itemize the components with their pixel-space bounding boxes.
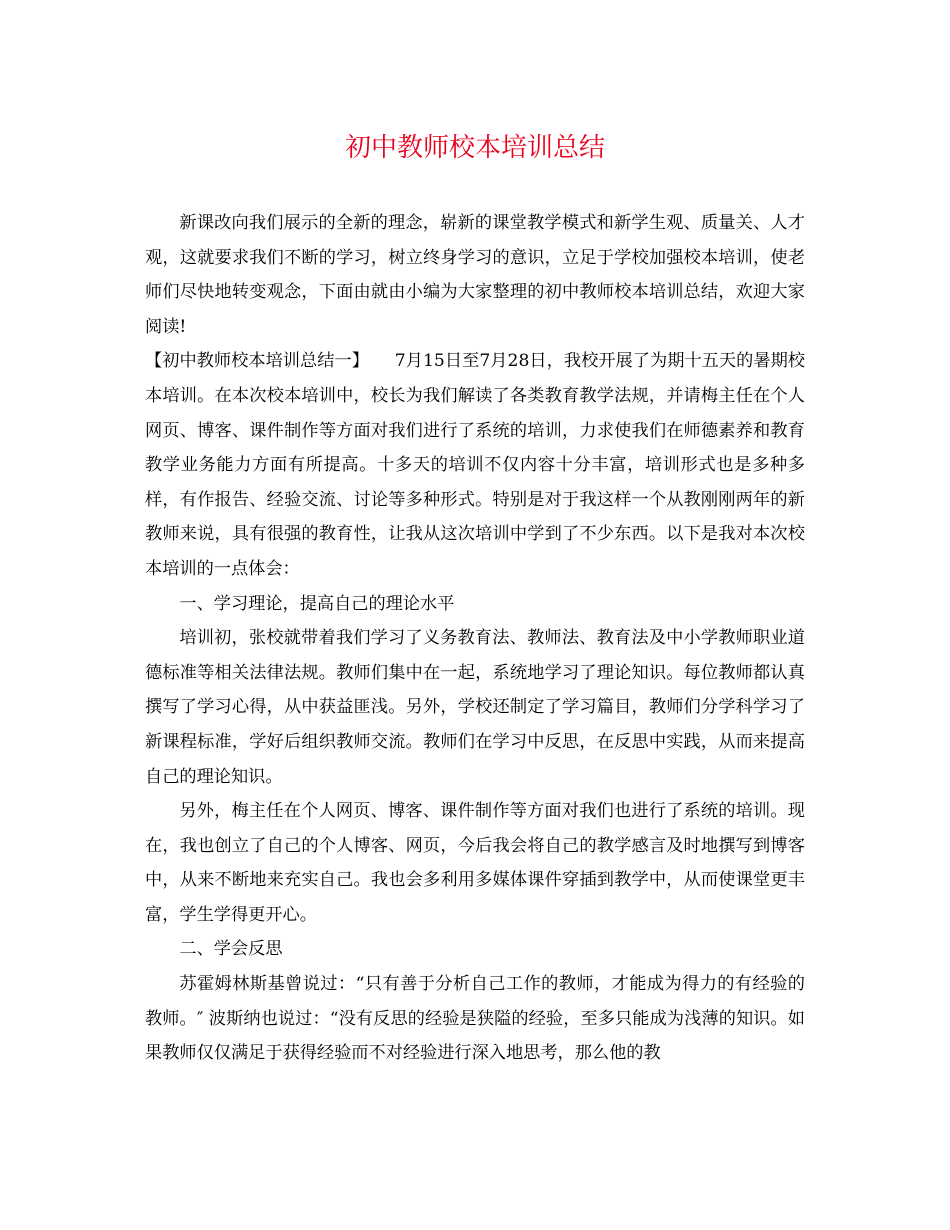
section-heading-2: 二、学会反思 <box>179 939 283 960</box>
document-title: 初中教师校本培训总结 <box>344 133 605 163</box>
part-one-label: 【初中教师校本培训总结一】 <box>145 351 361 372</box>
body-paragraph-1: 培训初，张校就带着我们学习了义务教育法、教师法、教育法及中小学教师职业道德标准等相关法律法规。教师们集中在一起，系统地学习了理论知识。每位教师都认真撰写了学习心得，从中获益匪浅。另外，学校还制定了学习篇目，教师们分学科学习了新课程标准，学好后组织教师交流。教师们在学习中反思，在反思中实践，从而来提高自己的理论知识。 <box>145 628 805 787</box>
part-one-text: 7月15日至7月28日，我校开展了为期十五天的暑期校本培训。在本次校本培训中，校长为我们解读了各类教育教学法规，并请梅主任在个人网页、博客、课件制作等方面对我们进行了系统的培训，力求使我们在师德素养和教育教学业务能力方面有所提高。十多天的培训不仅内容十分丰富，培训形式也是多种多样，有作报告、经验交流、讨论等多种形式。特别是对于我这样一个从教刚刚两年的新教师来说，具有很强的教育性，让我从这次培训中学到了不少东西。以下是我对本次校本培训的一点体会： <box>145 351 805 579</box>
body-paragraph-3: 苏霍姆林斯基曾说过：“只有善于分析自己工作的教师，才能成为得力的有经验的教师。″ 波斯纳也说过：“没有反思的经验是狭隘的经验，至多只能成为浅薄的知识。如果教师仅仅满足于获得经验而不对经验进行深入地思考，那么他的教 <box>145 974 805 1064</box>
intro-paragraph: 新课改向我们展示的全新的理念，崭新的课堂教学模式和新学生观、质量关、人才观，这就要求我们不断的学习，树立终身学习的意识，立足于学校加强校本培训，使老师们尽快地转变观念，下面由就由小编为大家整理的初中教师校本培训总结，欢迎大家阅读! <box>145 213 805 337</box>
body-paragraph-2: 另外，梅主任在个人网页、博客、课件制作等方面对我们也进行了系统的培训。现在，我也创立了自己的个人博客、网页，今后我会将自己的教学感言及时地撰写到博客中，从来不断地来充实自己。我也会多利用多媒体课件穿插到教学中，从而使课堂更丰富，学生学得更开心。 <box>145 801 805 925</box>
section-heading-1: 一、学习理论，提高自己的理论水平 <box>179 593 455 614</box>
document-body <box>145 206 805 1071</box>
part-one-paragraph <box>145 344 805 586</box>
